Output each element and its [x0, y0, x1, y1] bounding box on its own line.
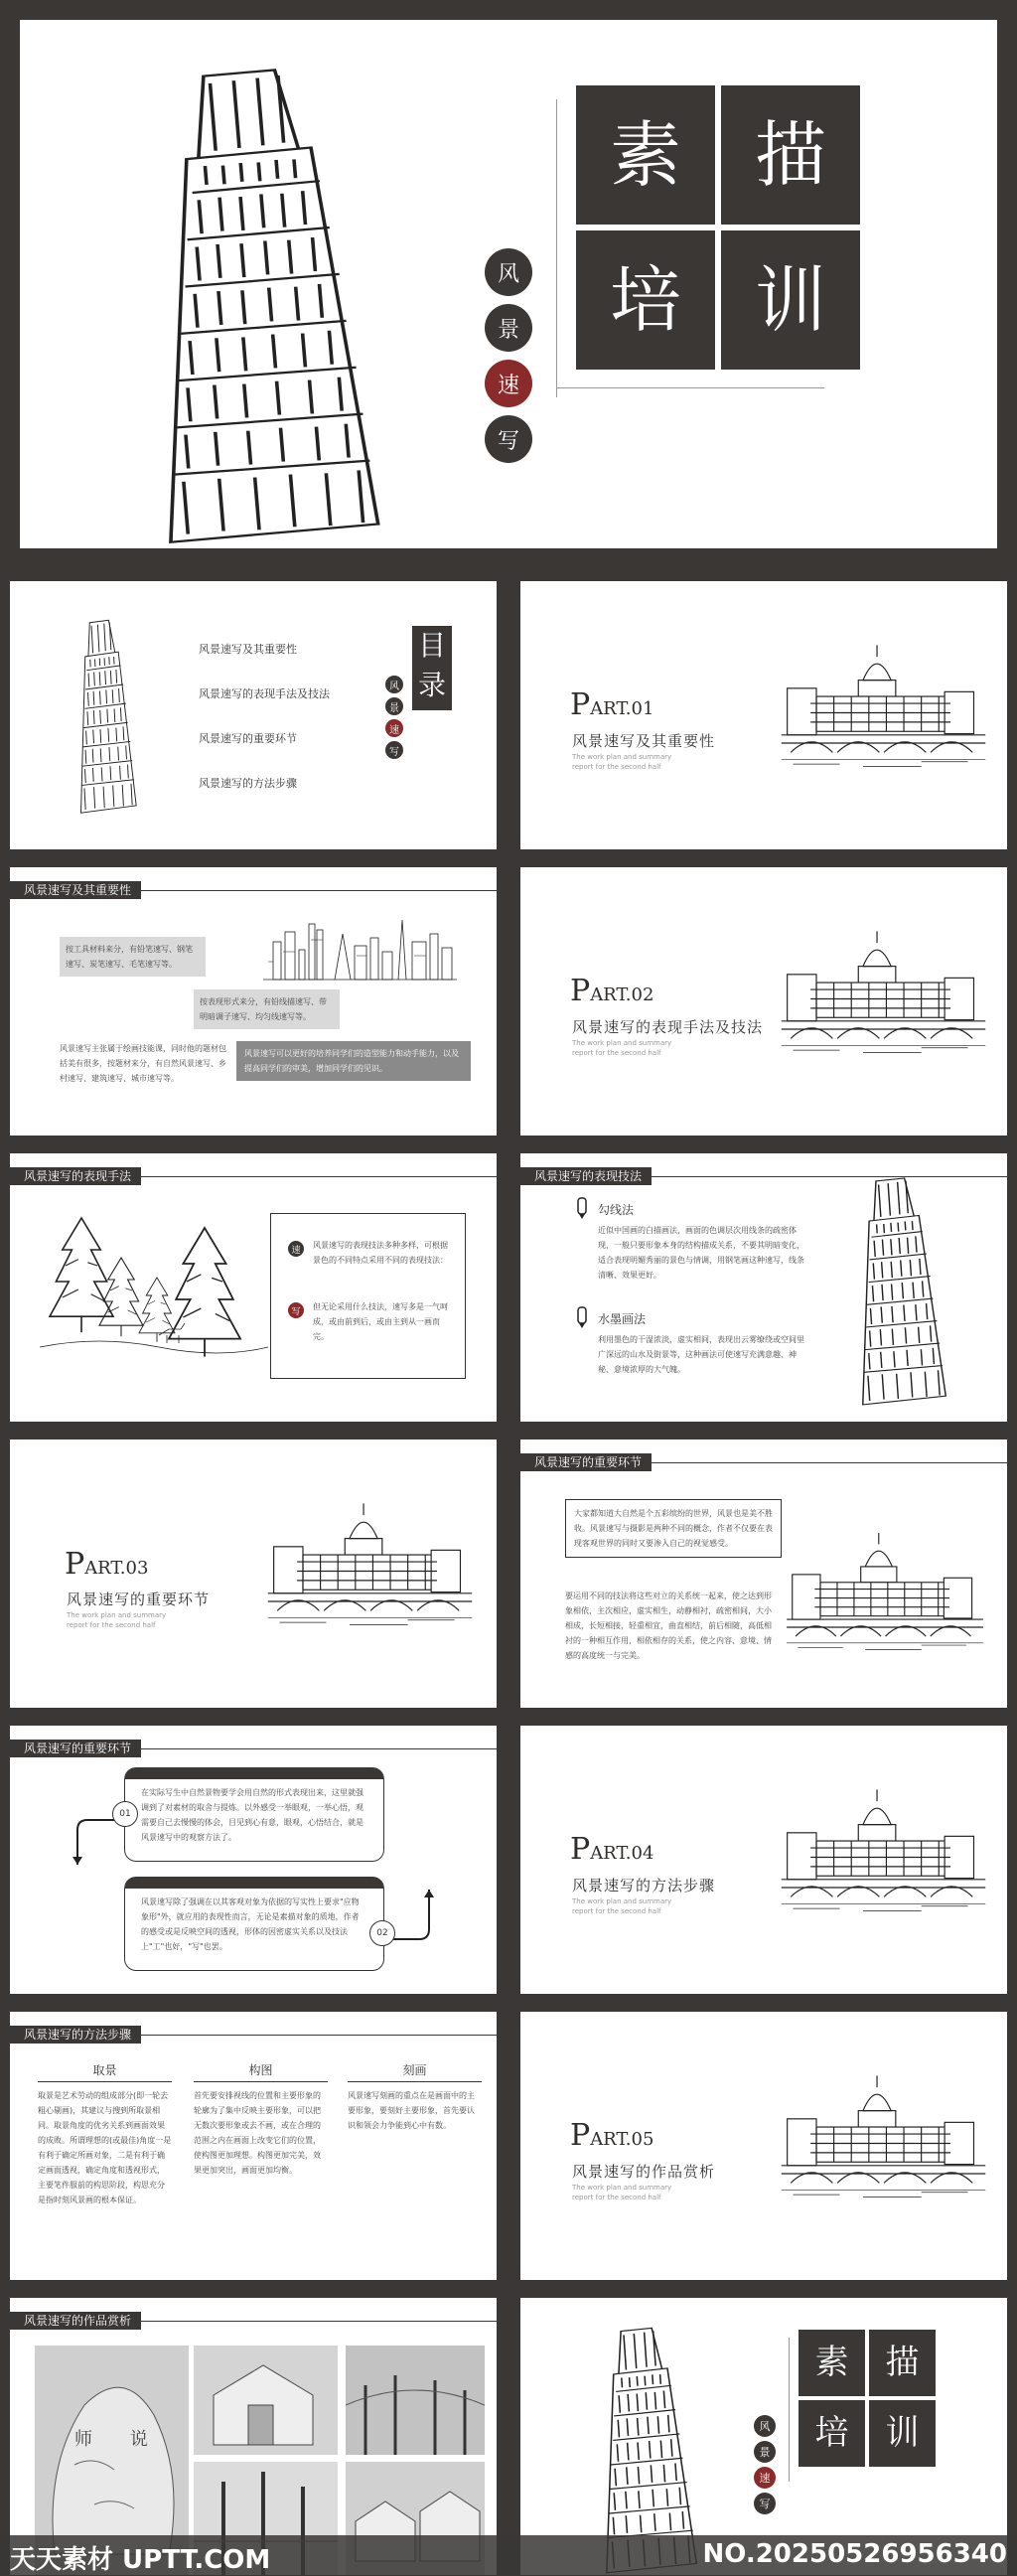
- cathedral-illustration: [777, 922, 990, 1056]
- part-label: PART.01: [570, 687, 654, 722]
- step-column-3: [348, 2061, 482, 2133]
- info-box-1: 按工具材料来分，有铅笔速写、钢笔速写、炭笔速写、毛笔速写等。: [60, 937, 206, 977]
- closing-title-block: [799, 2330, 938, 2469]
- leaning-tower-illustration: [109, 60, 407, 546]
- toc-item-2[interactable]: 风景速写的表现手法及技法: [199, 687, 330, 700]
- part-title: 风景速写的表现手法及技法: [572, 1018, 764, 1036]
- step-text: 首先要安排视线的位置和主要形象的轮廓为了集中反映主要形象，可以把无数次要形象或去不画，或在合理的范围之内在画面上改变它们的位置，使构图更加理想。构图更加完美，效果更加突出，画面更加均衡。: [194, 2091, 321, 2175]
- part-subtitle: The work plan and summary report for the second half: [67, 1611, 167, 1629]
- city-skyline-illustration: [263, 912, 457, 982]
- toc-heading-char-1: 目: [417, 629, 446, 662]
- toc-heading: [412, 626, 452, 710]
- toc-item-3[interactable]: 风景速写的重要环节: [199, 732, 297, 745]
- cover-side-char-4: 写: [485, 415, 532, 463]
- info-box-3: 风景速写可以更好的培养同学们的造型能力和动手能力，以及提高同学们的审美，增加同学们的见识。: [236, 1041, 471, 1081]
- title-char-2: 描: [869, 2330, 936, 2396]
- section-tag: 风景速写的重要环节: [520, 1453, 652, 1471]
- title-char-1: 素: [576, 85, 715, 225]
- part-title: 风景速写的方法步骤: [572, 1877, 716, 1894]
- closing-vertical-line: [789, 2338, 790, 2482]
- cover-title-block: [576, 85, 864, 374]
- toc-side-char-3: 速: [385, 719, 403, 737]
- stone-engraving: 师 说: [74, 2429, 164, 2450]
- technique-heading-1: 勾线法: [598, 1203, 635, 1217]
- part-title: 风景速写及其重要性: [572, 732, 716, 750]
- cover-side-char-3: 速: [485, 360, 532, 407]
- artwork-trees: [346, 2346, 485, 2455]
- key-cycle-slide: [10, 1726, 497, 1994]
- part05-slide: [520, 2012, 1007, 2280]
- toc-side-char-4: 写: [385, 741, 403, 759]
- key-paragraph: 要运用不同的技法将这些对立的关系统一起来，使之达到形象相依，主次相应，虚实相生，动静相衬，疏密相间，大小相成，长短相接，轻重相宜，曲直相结，前后相随，高低相衬的一种相互作用，相依相存的关系，使之内容、意境、情感的高度统一与完美。: [565, 1591, 772, 1660]
- part04-slide: [520, 1726, 1007, 1994]
- pine-forest-illustration: [40, 1208, 268, 1367]
- cover-vertical-line: [556, 99, 557, 397]
- toc-item-1[interactable]: 风景速写及其重要性: [199, 643, 297, 656]
- method-text-1: 风景速写的表现技法多种多样，可根据景色的不同特点采用不同的表现技法：: [313, 1241, 448, 1265]
- works-slide: [10, 2298, 497, 2575]
- cathedral-illustration: [263, 1494, 477, 1628]
- section-tag: 风景速写的作品赏析: [10, 2312, 141, 2330]
- cycle-text-1: 在实际写生中自然景物要学会用自然的形式表现出来，这里就强调到了对素材的取舍与提炼。以外感受一举眼观，一举心悟，观需要自己去慢慢的体会，目见到心有意，眼观，心悟结合，就是风景速写中的观察方法了。: [141, 1788, 363, 1842]
- leaning-tower-illustration: [838, 1173, 957, 1407]
- cycle-number-2: 02: [369, 1920, 395, 1946]
- technique-slide: [520, 1153, 1007, 1422]
- artwork-house: [194, 2346, 338, 2455]
- method-slide: [10, 1153, 497, 1422]
- closing-slide: [520, 2298, 1007, 2575]
- part-subtitle: The work plan and summary report for the second half: [572, 1039, 672, 1057]
- part01-slide: [520, 581, 1007, 849]
- title-char-2: 描: [721, 85, 860, 225]
- info-paragraph: 风景速写主张属于绘画技能课，同时他的题材包括美有很多，按题材来分，有自然风景速写、乡村速写、建筑速写、城市速写等。: [60, 1044, 226, 1083]
- key-box: 大家都知道大自然是个五彩缤纷的世界，风景也是美不胜收。风景速写与摄影是两种不同的概念，作者不仅要在表现客观世界的同时又要渗入自己的视觉感受。: [565, 1499, 782, 1558]
- closing-side-char-4: 写: [754, 2493, 776, 2514]
- cathedral-illustration: [777, 1780, 990, 1914]
- cycle-number-1: 01: [112, 1801, 138, 1827]
- brush-icon: [575, 1305, 589, 1329]
- title-char-4: 训: [869, 2400, 936, 2467]
- steps-slide: [10, 2012, 497, 2280]
- closing-side-char-2: 景: [754, 2441, 776, 2463]
- cover-slide: [20, 20, 997, 548]
- part02-slide: [520, 867, 1007, 1136]
- method-icon-1: 速: [288, 1241, 304, 1257]
- step-heading: 刻画: [348, 2061, 482, 2082]
- part-title: 风景速写的重要环节: [67, 1591, 211, 1608]
- footer-left-text: 天天素材 UPTT.COM: [10, 2545, 271, 2575]
- closing-side-char-1: 风: [754, 2415, 776, 2437]
- part-subtitle: The work plan and summary report for the second half: [572, 2184, 672, 2201]
- title-char-3: 培: [799, 2400, 865, 2467]
- step-heading: 构图: [194, 2061, 328, 2082]
- title-char-1: 素: [799, 2330, 865, 2396]
- cathedral-illustration: [781, 1524, 989, 1653]
- cover-side-char-2: 景: [485, 304, 532, 352]
- technique-text-2: 利用墨色的干湿浓淡，虚实相间，表现出云雾缭绕或空间里广深远的山水及街景等，这种画法可使速写充满意趣、神秘、意境浓厚的大气魄。: [598, 1335, 804, 1374]
- closing-side-char-3: 速: [754, 2467, 776, 2489]
- toc-item-4[interactable]: 风景速写的方法步骤: [199, 777, 297, 790]
- part-label: PART.05: [570, 2118, 654, 2153]
- toc-side-char-2: 景: [385, 697, 403, 715]
- step-column-1: [38, 2061, 172, 2207]
- cover-side-char-1: 风: [485, 248, 532, 296]
- step-text: 风景速写刻画的重点在是画面中的主要形象，要刻好主要形象，首先要认识和领会力争能到心中有数。: [348, 2091, 475, 2130]
- technique-text-1: 近似中国画的白描画法，画面的色调层次用线条的疏密体现，一般只要形象本身的结构描成关系，不要其明暗变化，适合表现明媚秀丽的景色与情调，用钢笔画这种速写，线条清晰、效果更好。: [598, 1226, 804, 1280]
- cathedral-illustration: [777, 2066, 990, 2200]
- step-column-2: [194, 2061, 328, 2178]
- leaning-tower-illustration: [65, 616, 144, 815]
- section-tag: 风景速写的重要环节: [10, 1740, 141, 1757]
- part-label: PART.02: [570, 974, 654, 1008]
- step-heading: 取景: [38, 2061, 172, 2082]
- part-subtitle: The work plan and summary report for the second half: [572, 1897, 672, 1915]
- importance-slide: [10, 867, 497, 1136]
- toc-side-char-1: 风: [385, 676, 403, 693]
- technique-heading-2: 水墨画法: [598, 1312, 647, 1326]
- cathedral-illustration: [777, 636, 990, 770]
- section-tag: 风景速写的表现手法: [10, 1167, 141, 1185]
- part-subtitle: The work plan and summary report for the second half: [572, 753, 672, 771]
- cycle-text-2: 风景速写除了强调在以其客观对象为依据的写实性上要求"应物象形"外，就应用的表现性而言，无论是素描对象的质地，作者的感受或是反映空间的透视，形体的因密虚实关系以及技法上"工"也好，"写"也罢。: [141, 1897, 360, 1951]
- step-text: 取景是艺术劳动的组成部分(即一轮去粗心剔画)，其建议与搜到所取景相同。取景角度的优劣关系到画面效果的成败。所谓理想的(或最佳)角度一是有利于确定所画对象，二是有利于确定画面透视，确定角度和透视形式，主要笔件服前的构思阶段，构思充分是指时刻风景画的根本保证。: [38, 2091, 172, 2204]
- title-char-4: 训: [721, 230, 860, 370]
- part-label: PART.04: [570, 1832, 654, 1867]
- key-link-slide: [520, 1440, 1007, 1708]
- info-box-2: 按表现形式来分，有铅线描速写、带明暗调子速写、均匀线速写等。: [194, 989, 340, 1029]
- brush-icon: [575, 1196, 589, 1220]
- toc-heading-char-2: 录: [417, 669, 446, 701]
- toc-slide: [10, 581, 497, 849]
- title-char-3: 培: [576, 230, 715, 370]
- cover-horizontal-line: [556, 387, 824, 388]
- method-icon-2: 写: [288, 1302, 304, 1318]
- part03-slide: [10, 1440, 497, 1708]
- section-tag: 风景速写的方法步骤: [10, 2026, 141, 2044]
- part-label: PART.03: [65, 1547, 149, 1582]
- footer-right-text: NO.20250526956340: [702, 2539, 1007, 2569]
- section-tag: 风景速写的表现技法: [520, 1167, 652, 1185]
- method-text-2: 但无论采用什么技法，速写多是一气呵成，或由前到后，或由主到从一画而完。: [313, 1302, 448, 1341]
- part-title: 风景速写的作品赏析: [572, 2163, 716, 2181]
- section-tag: 风景速写及其重要性: [10, 881, 141, 899]
